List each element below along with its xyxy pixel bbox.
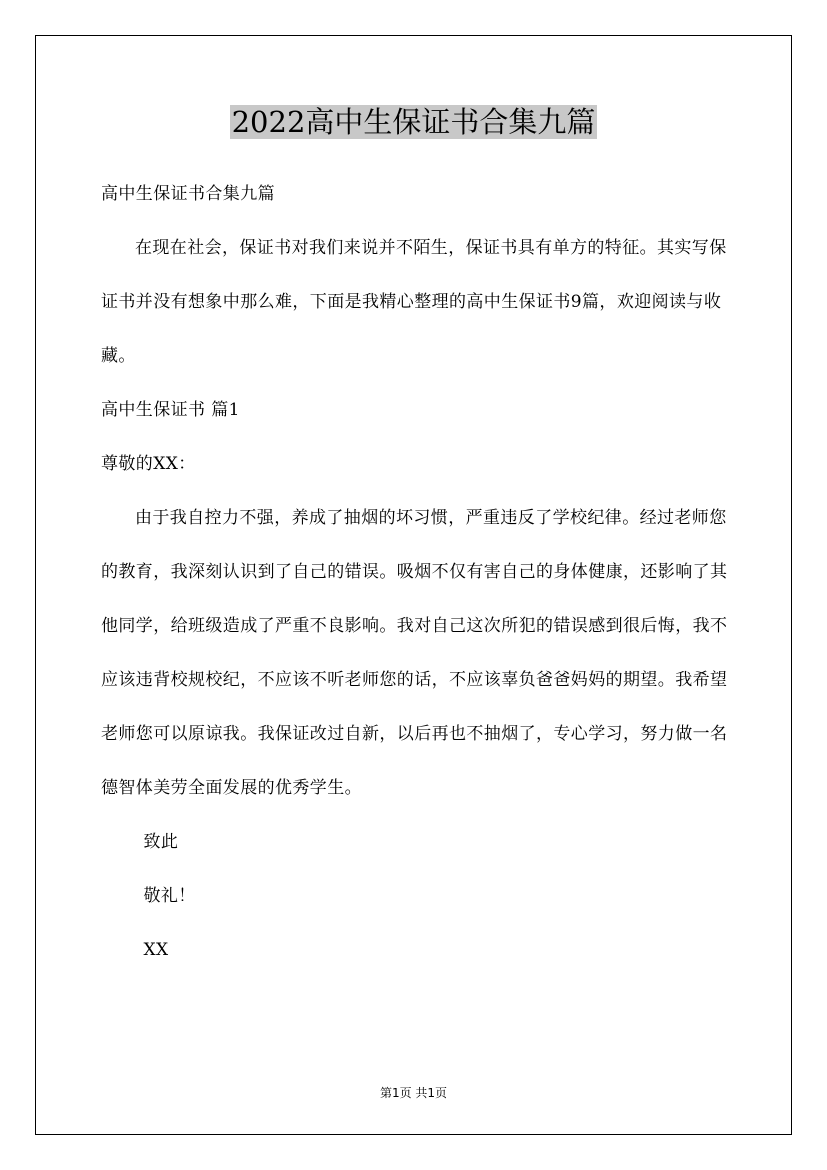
document-subtitle: 高中生保证书合集九篇 bbox=[101, 184, 275, 204]
closing-line-2: 敬礼！ bbox=[143, 886, 196, 906]
page-footer: 第1页 共1页 bbox=[379, 1086, 448, 1100]
document-title bbox=[0, 102, 827, 142]
main-paragraph: 由于我自控力不强，养成了抽烟的坏习惯，严重违反了学校纪律。经过老师您的教育，我深刻认识到了自己的错误。吸烟不仅有害自己的身体健康，还影响了其他同学，给班级造成了严重不良影响。我对自己这次所犯的错误感到很后悔，我不应该违背校规校纪，不应该不听老师您的话，不应该辜负爸爸妈妈的期望。我希望老师您可以原谅我。我保证改过自新，以后再也不抽烟了，专心学习，努力做一名德智体美劳全面发展的优秀学生。 bbox=[101, 508, 728, 798]
signature: XX bbox=[143, 940, 169, 960]
section-heading: 高中生保证书 篇1 bbox=[101, 400, 240, 420]
document-title-text: 2022高中生保证书合集九篇 bbox=[231, 105, 596, 139]
document-body bbox=[101, 178, 729, 988]
closing-line-1: 致此 bbox=[143, 832, 179, 852]
salutation: 尊敬的XX： bbox=[101, 454, 196, 474]
intro-paragraph: 在现在社会，保证书对我们来说并不陌生，保证书具有单方的特征。其实写保证书并没有想象中那么难，下面是我精心整理的高中生保证书9篇，欢迎阅读与收藏。 bbox=[101, 238, 727, 366]
